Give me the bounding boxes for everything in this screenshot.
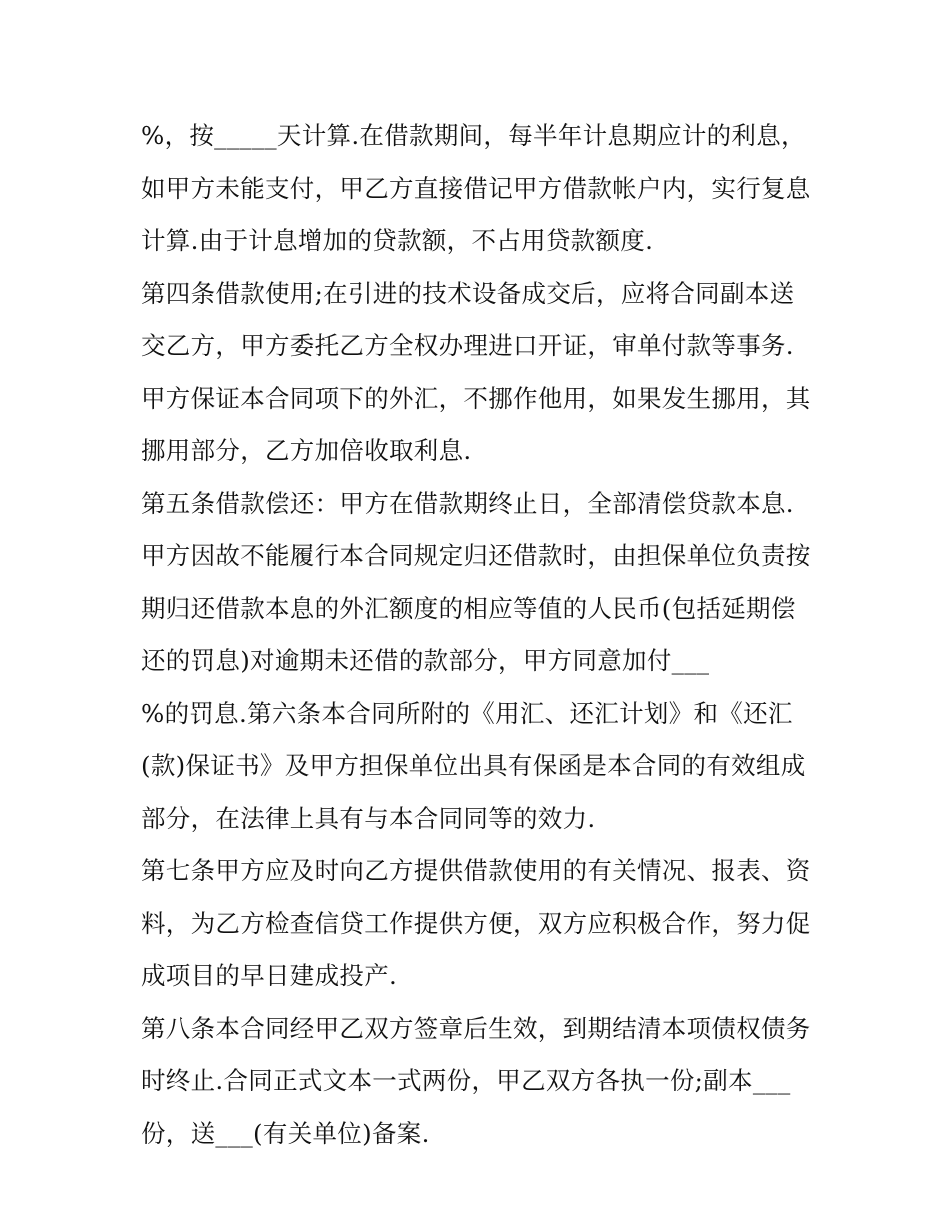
- text-line: 部分，在法律上具有与本合同同等的效力.: [141, 803, 596, 833]
- text-line: 料，为乙方检查信贷工作提供方便，双方应积极合作，努力促: [141, 908, 811, 938]
- text-line: 第八条本合同经甲乙双方签章后生效，到期结清本项债权债务: [141, 1013, 811, 1043]
- text-line: 甲方因故不能履行本合同规定归还借款时，由担保单位负责按: [141, 541, 811, 570]
- text-line: 还的罚息)对逾期未还借的款部分，甲方同意加付___: [141, 646, 710, 675]
- text-line: 第五条借款偿还：甲方在借款期终止日，全部清偿贷款本息.: [141, 488, 794, 518]
- text-line: 第七条甲方应及时向乙方提供借款使用的有关情况、报表、资: [141, 856, 811, 885]
- contract-text: [141, 110, 821, 1160]
- text-line: 成项目的早日建成投产.: [141, 961, 398, 990]
- text-line: (款)保证书》及甲方担保单位出具有保函是本合同的有效组成: [141, 751, 806, 780]
- text-line: %的罚息.第六条本合同所附的《用汇、还汇计划》和《还汇: [141, 698, 793, 728]
- text-line: 期归还借款本息的外汇额度的相应等值的人民币(包括延期偿: [141, 593, 796, 623]
- text-line: 交乙方，甲方委托乙方全权办理进口开证，审单付款等事务.: [141, 331, 794, 360]
- text-line: 如甲方未能支付，甲乙方直接借记甲方借款帐户内，实行复息: [141, 173, 811, 203]
- text-line: 甲方保证本合同项下的外汇，不挪作他用，如果发生挪用，其: [141, 383, 811, 413]
- text-line: 第四条借款使用;在引进的技术设备成交后，应将合同副本送: [141, 278, 795, 308]
- text-line: 份，送___(有关单位)备案.: [141, 1118, 430, 1148]
- text-line: %，按_____天计算.在借款期间，每半年计息期应计的利息，: [141, 121, 806, 150]
- text-line: 时终止.合同正式文本一式两份，甲乙双方各执一份;副本___: [141, 1066, 791, 1095]
- text-line: 计算.由于计息增加的贷款额，不占用贷款额度.: [141, 226, 654, 255]
- text-line: 挪用部分，乙方加倍收取利息.: [141, 436, 472, 465]
